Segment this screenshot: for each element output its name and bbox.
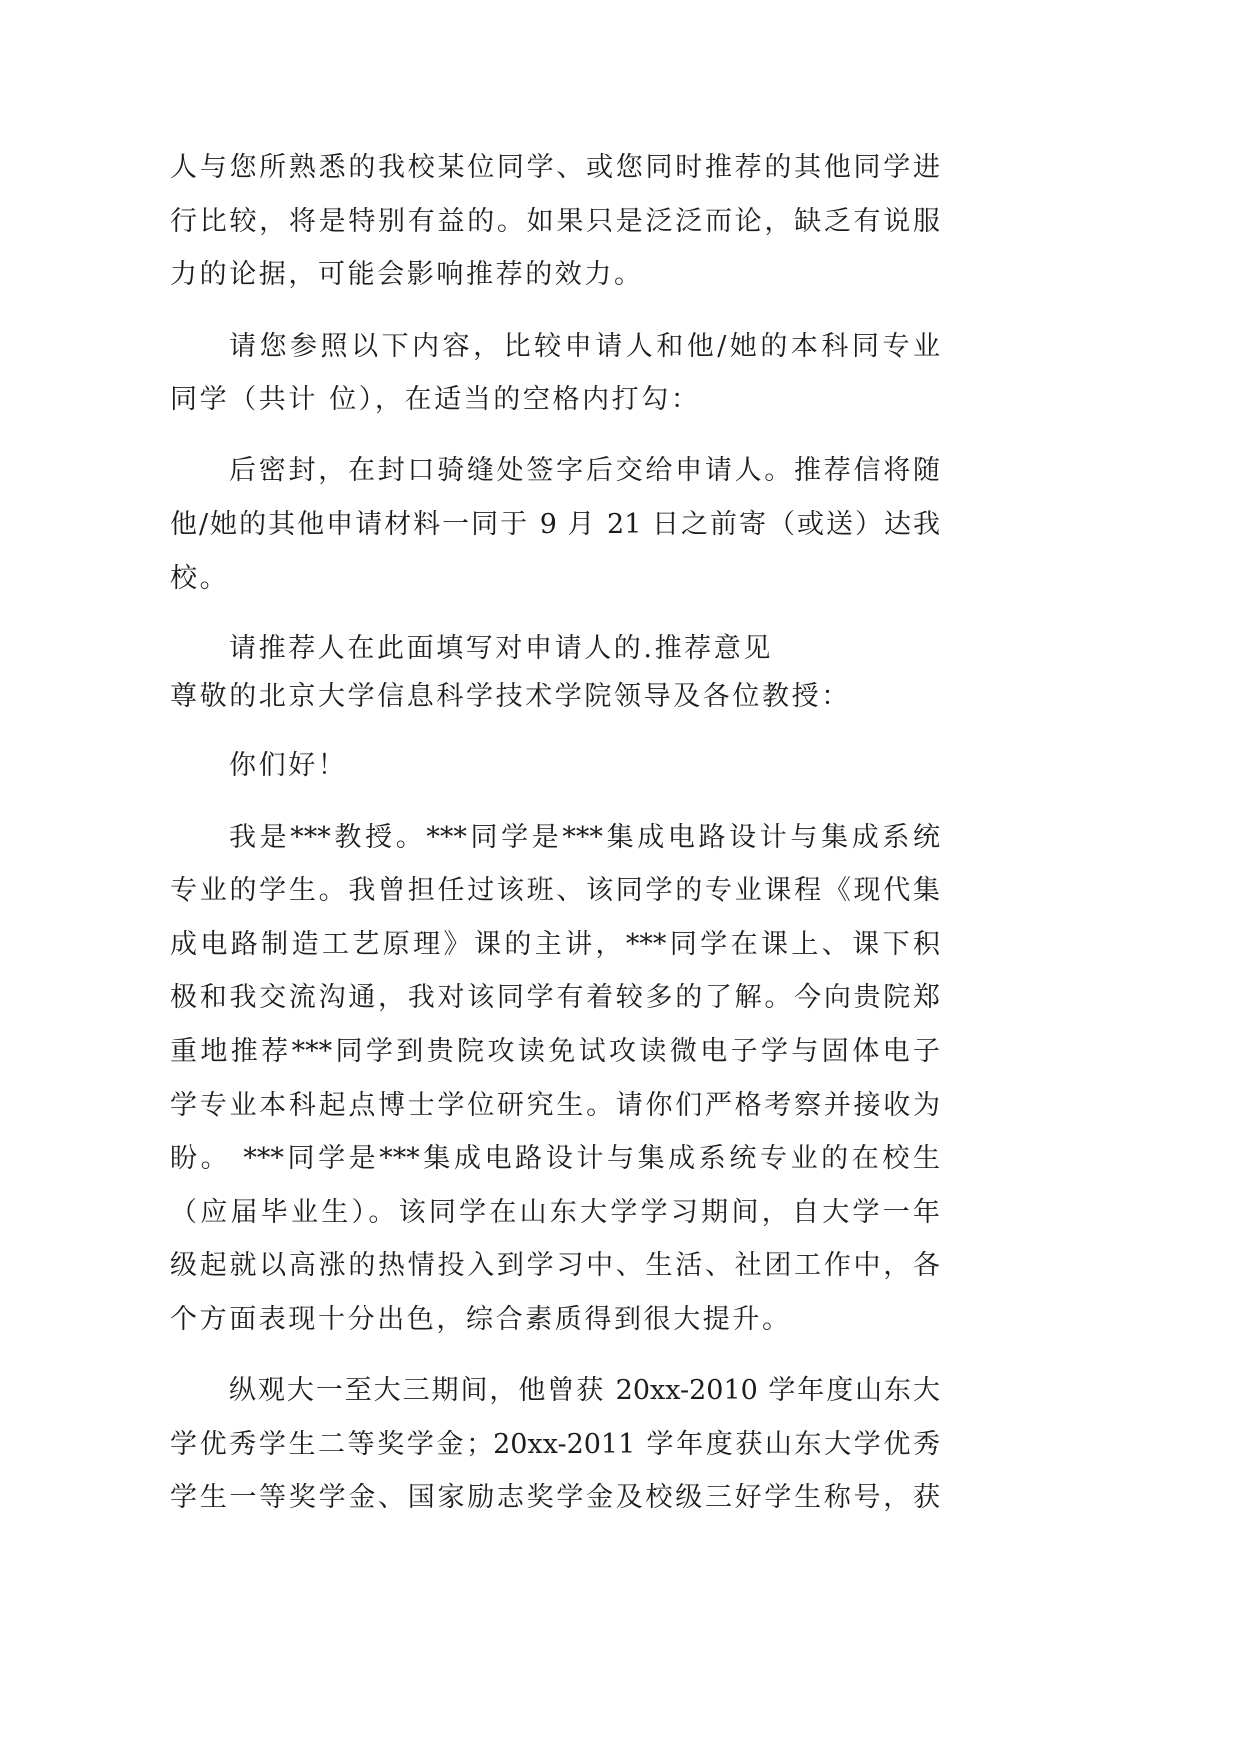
text-line: （应届毕业生）。该同学在山东大学学习期间，自大学一年 — [170, 1196, 940, 1228]
text-line: 我是***教授。***同学是***集成电路设计与集成系统 — [229, 821, 940, 853]
text-line: 个方面表现十分出色，综合素质得到很大提升。 — [170, 1303, 792, 1335]
paragraph-sealing-instructions — [170, 444, 940, 605]
text-line: 你们好！ — [229, 750, 348, 782]
text-line: 成电路制造工艺原理》课的主讲，***同学在课上、课下积 — [170, 928, 940, 960]
text-line: 专业的学生。我曾担任过该班、该同学的专业课程《现代集 — [170, 875, 940, 907]
paragraph-comparison-instructions — [170, 320, 940, 427]
paragraph-awards — [170, 1364, 940, 1525]
text-line: 学专业本科起点博士学位研究生。请你们严格考察并接收为 — [170, 1089, 940, 1121]
text-line: 重地推荐***同学到贵院攻读免试攻读微电子学与固体电子 — [170, 1035, 940, 1067]
text-line: 盼。 ***同学是***集成电路设计与集成系统专业的在校生 — [170, 1143, 940, 1175]
text-line: 极和我交流沟通，我对该同学有着较多的了解。今向贵院郑 — [170, 982, 940, 1014]
text-line: 力的论据，可能会影响推荐的效力。 — [170, 259, 644, 291]
paragraph-comparison-note — [170, 141, 940, 302]
text-line: 同学（共计 位），在适当的空格内打勾： — [170, 384, 701, 416]
text-line: 学优秀学生二等奖学金；20xx-2011 学年度获山东大学优秀 — [170, 1428, 940, 1460]
text-line: 行比较，将是特别有益的。如果只是泛泛而论，缺乏有说服 — [170, 205, 940, 237]
text-line: 校。 — [170, 562, 230, 594]
letter-greeting — [170, 739, 940, 793]
text-line: 尊敬的北京大学信息科学技术学院领导及各位教授： — [170, 681, 851, 713]
text-line: 请推荐人在此面填写对申请人的.推荐意见 — [229, 632, 773, 664]
text-line: 他/她的其他申请材料一同于 9 月 21 日之前寄（或送）达我 — [170, 509, 940, 541]
paragraph-recommender-prompt — [170, 622, 940, 676]
text-line: 后密封，在封口骑缝处签字后交给申请人。推荐信将随 — [229, 455, 940, 487]
paragraph-introduction — [170, 811, 940, 1347]
text-line: 请您参照以下内容，比较申请人和他/她的本科同专业 — [229, 330, 940, 362]
text-line: 人与您所熟悉的我校某位同学、或您同时推荐的其他同学进 — [170, 152, 940, 183]
text-line: 级起就以高涨的热情投入到学习中、生活、社团工作中，各 — [170, 1250, 940, 1282]
text-line: 纵观大一至大三期间，他曾获 20xx-2010 学年度山东大 — [229, 1374, 940, 1406]
text-line: 学生一等奖学金、国家励志奖学金及校级三好学生称号，获 — [170, 1482, 940, 1514]
letter-salutation — [170, 670, 940, 724]
document-body — [170, 141, 940, 1525]
